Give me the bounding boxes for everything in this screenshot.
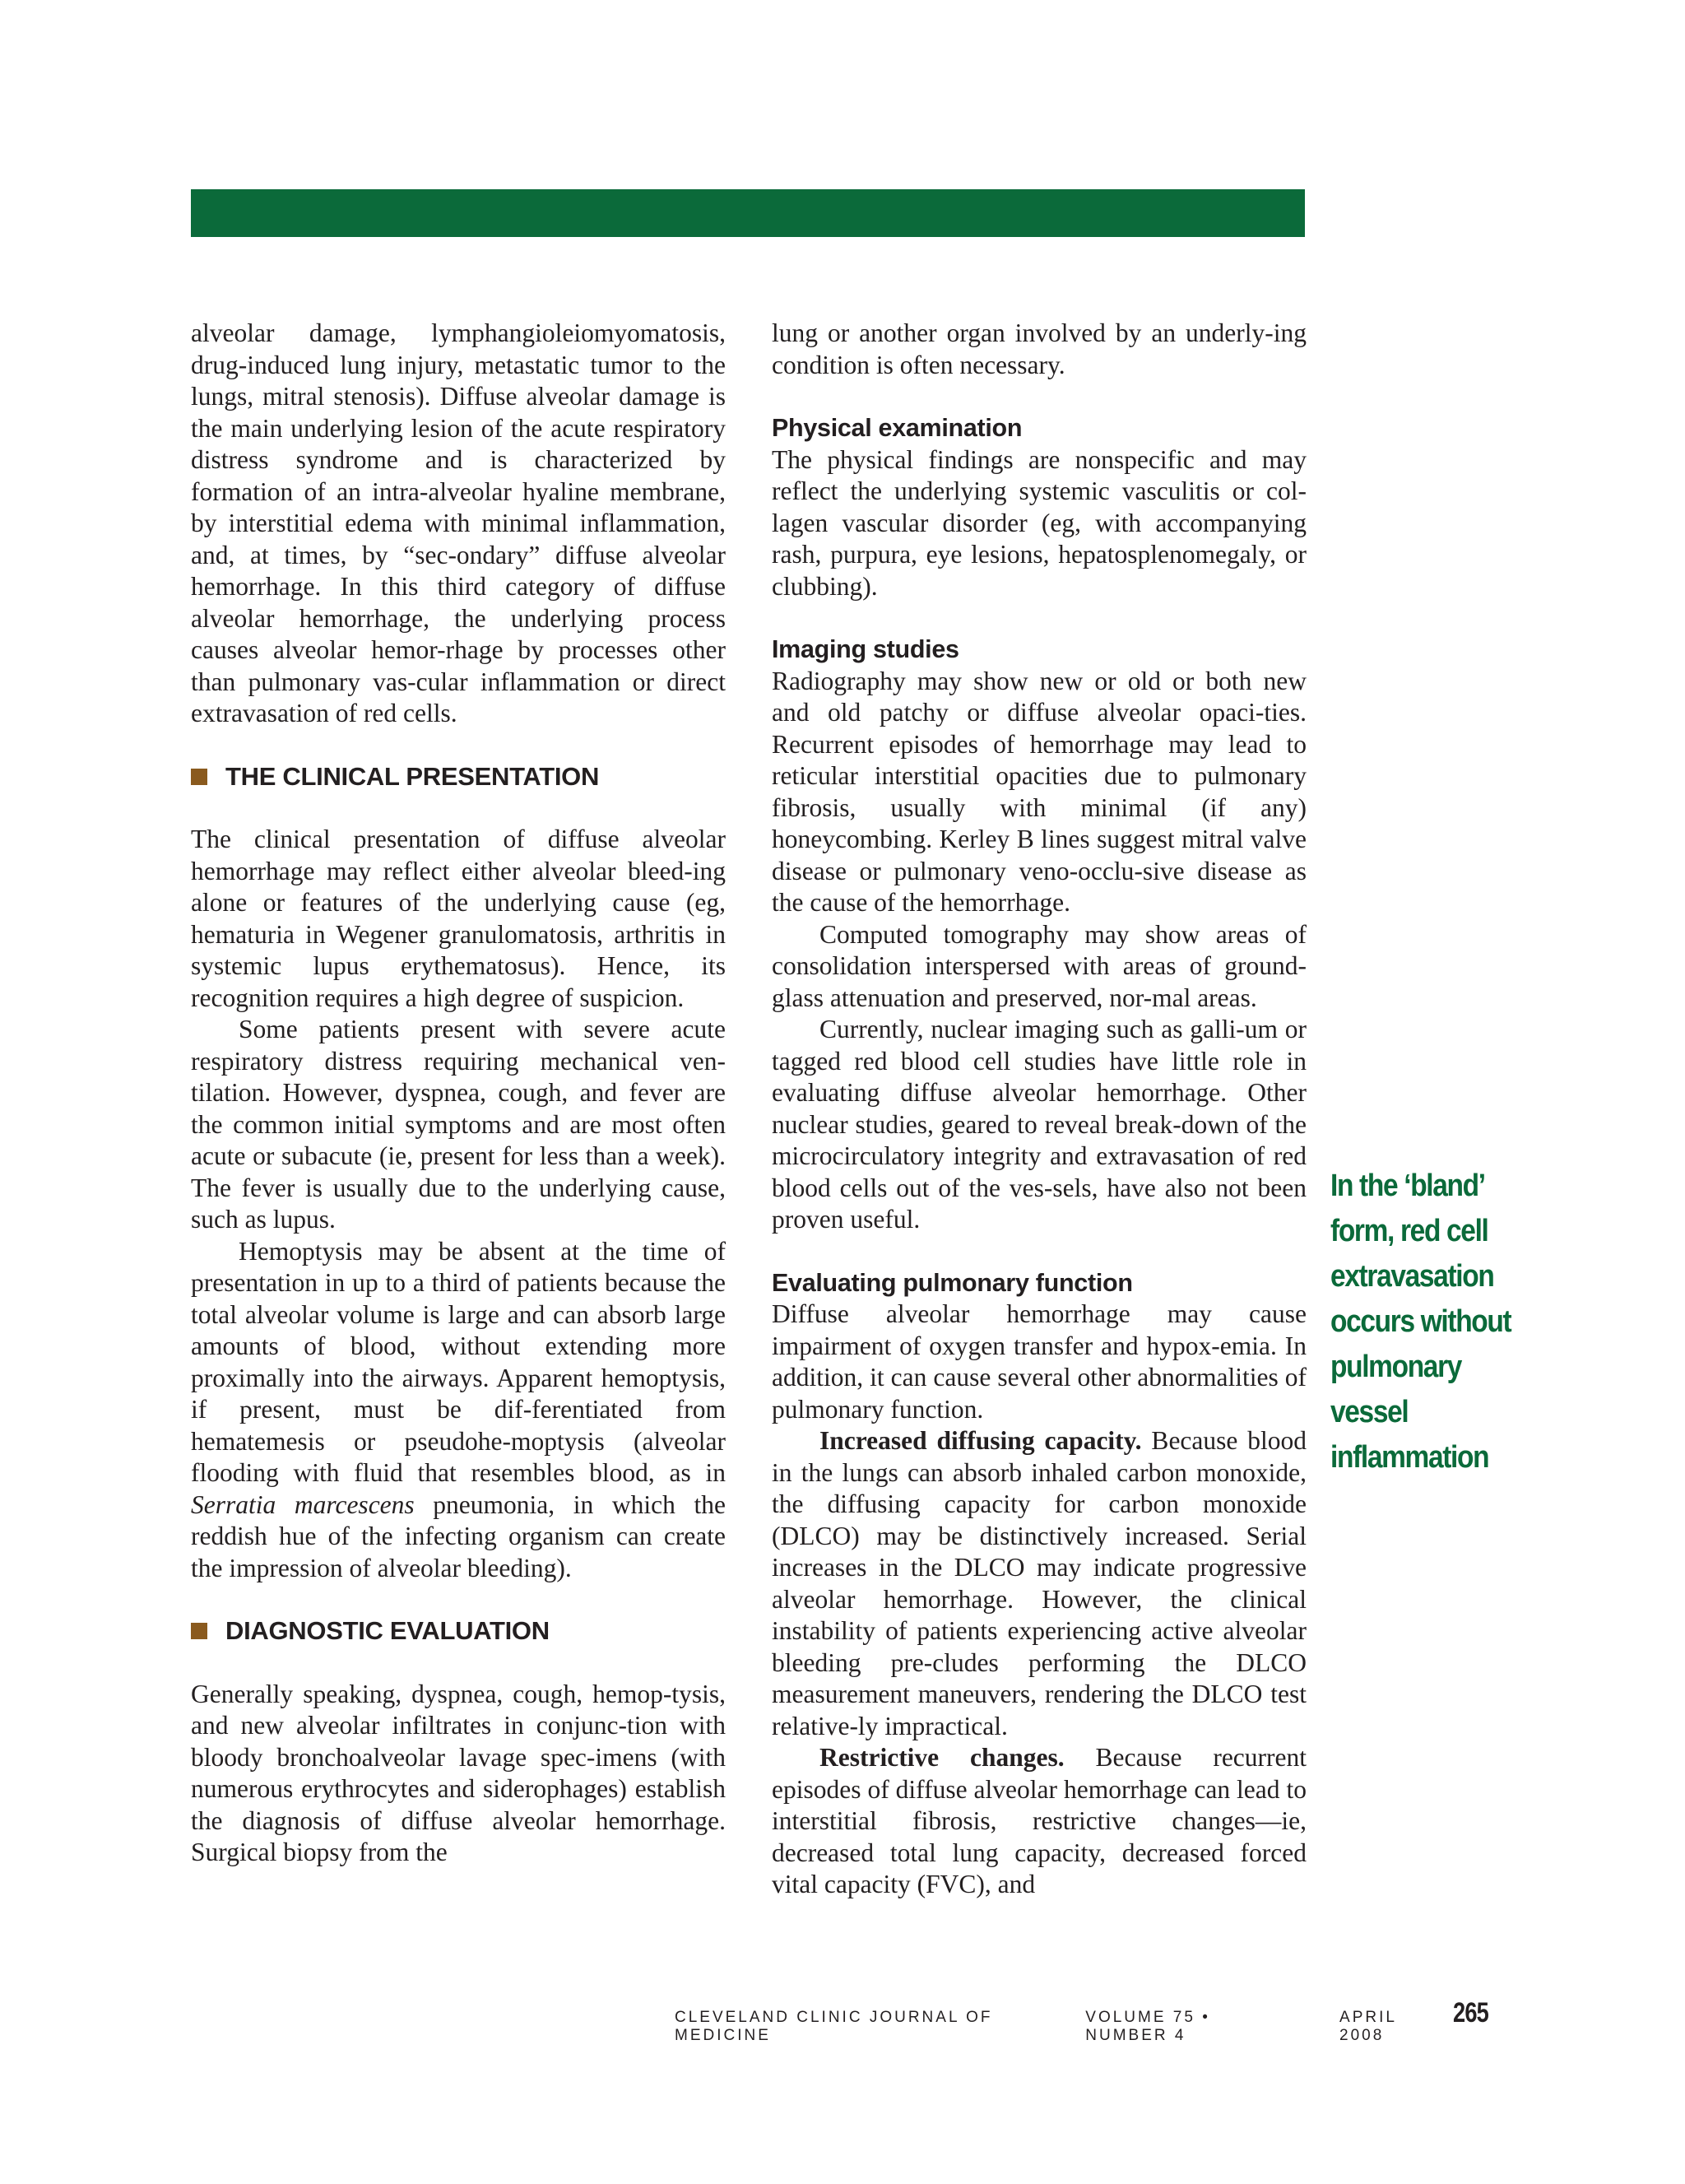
subheading-imaging-studies: Imaging studies: [772, 635, 959, 663]
paragraph-text: pneumonia, in which the reddish hue of the infecting organism can create the impression of alveolar bleeding).: [191, 1489, 726, 1582]
section-heading-text: THE CLINICAL PRESENTATION: [225, 761, 600, 791]
body-paragraph: Computed tomography may show areas of consolidation interspersed with areas of ground-glass attenuation and preserved, nor-mal areas.: [772, 919, 1307, 1012]
body-paragraph: [772, 1742, 1307, 1901]
header-color-bar: [191, 189, 1305, 237]
pull-quote-line: pulmonary: [1330, 1350, 1462, 1384]
paragraph-text: Because recurrent episodes of diffuse alveolar hemorrhage can lead to interstitial fibrosis, restrictive changes—ie, decreased total lung capacity, decreased forced vital capacity (FVC), and: [772, 1743, 1307, 1898]
section-heading-clinical-presentation: [191, 761, 726, 793]
body-paragraph: Radiography may show new or old or both new and old patchy or diffuse alveolar opaci-ties. Recurrent episodes of hemorrhage may lead to reticular interstitial opacities due to pulmonary fibrosis, usually with minimal (if any) honeycombing. Kerley B lines suggest mitral valve disease or pulmonary veno-occlu-sive disease as the cause of the hemorrhage.: [772, 666, 1307, 917]
heading-square-icon: [191, 1623, 207, 1639]
body-paragraph: [191, 1236, 726, 1585]
section-heading-text: DIAGNOSTIC EVALUATION: [225, 1616, 550, 1645]
body-paragraph: [772, 1425, 1307, 1742]
pull-quote-line: form, red cell: [1330, 1214, 1488, 1248]
body-paragraph: Generally speaking, dyspnea, cough, hemop-tysis, and new alveolar infiltrates in conjunc-tion with bloody bronchoalveolar lavage spec-imens (with numerous erythrocytes and siderophages) establish the diagnosis of diffuse alveolar hemorrhage. Surgical biopsy from the: [191, 1679, 726, 1866]
paragraph-text: Because blood in the lungs can absorb inhaled carbon monoxide, the diffusing capacity for carbon monoxide (DLCO) may be distinctively increased. Serial increases in the DLCO may indicate progressive alveolar hemorrhage. However, the clinical instability of patients experiencing active alveolar bleeding pre-cludes performing the DLCO measurement maneuvers, rendering the DLCO test relative-ly impractical.: [772, 1426, 1307, 1740]
footer-page-number: 265: [1453, 1997, 1489, 2028]
pull-quote-line: In the ‘bland’: [1330, 1169, 1485, 1203]
body-paragraph: The physical findings are nonspecific and may reflect the underlying systemic vasculitis or col-lagen vascular disorder (eg, with accompanying rash, purpura, eye lesions, hepatosplenomegaly, or clubbing).: [772, 444, 1307, 601]
footer-issue-date: APRIL 2008: [1339, 2009, 1397, 2044]
heading-square-icon: [191, 769, 207, 785]
body-paragraph: The clinical presentation of diffuse alveolar hemorrhage may reflect either alveolar bleed-ing alone or features of the underlying cause (eg, hematuria in Wegener granulomatosis, arthritis in systemic lupus erythematosus). Hence, its recognition requires a high degree of suspicion.: [191, 825, 726, 1012]
pull-quote-line: vessel: [1330, 1395, 1409, 1429]
left-column: [191, 318, 726, 1869]
paragraph-text: Hemoptysis may be absent at the time of presentation in up to a third of patients because the total alveolar volume is large and can absorb large amounts of blood, without extending more proximally into the airways. Apparent hemoptysis, if present, must be dif-ferentiated from hematemesis or pseudohe-moptysis (alveolar flooding with fluid that resembles blood, as in: [191, 1236, 726, 1487]
body-paragraph: Currently, nuclear imaging such as galli-um or tagged red blood cell studies have little role in evaluating diffuse alveolar hemorrhage. Other nuclear studies, geared to reveal break-down of the microcirculatory integrity and extravasation of red blood cells out of the ves-sels, have also not been proven useful.: [772, 1015, 1307, 1234]
pull-quote: [1330, 1164, 1569, 1480]
body-paragraph: lung or another organ involved by an underly-ing condition is often necessary.: [772, 318, 1307, 379]
subheading-physical-examination: Physical examination: [772, 414, 1023, 442]
body-paragraph: Diffuse alveolar hemorrhage may cause impairment of oxygen transfer and hypox-emia. In addition, it can cause several other abnormalities of pulmonary function.: [772, 1299, 1307, 1424]
pull-quote-line: inflammation: [1330, 1440, 1489, 1475]
runin-heading: Increased diffusing capacity.: [819, 1426, 1142, 1455]
footer-volume-number: VOLUME 75 • NUMBER 4: [1085, 2009, 1210, 2044]
pull-quote-line: extravasation: [1330, 1259, 1494, 1294]
pull-quote-line: occurs without: [1330, 1304, 1511, 1339]
runin-heading: Restrictive changes.: [819, 1743, 1065, 1772]
body-paragraph: alveolar damage, lymphangioleiomyomatosis, drug-induced lung injury, metastatic tumor to the lungs, mitral stenosis). Diffuse alveolar damage is the main underlying lesion of the acute respiratory distress syndrome and is characterized by formation of an intra-alveolar hyaline membrane, by interstitial edema with minimal inflammation, and, at times, by “sec-ondary” diffuse alveolar hemorrhage. In this third category of diffuse alveolar hemorrhage, the underlying process causes alveolar hemor-rhage by processes other than pulmonary vas-cular inflammation or direct extravasation of red cells.: [191, 318, 726, 727]
page-footer: [675, 1997, 1497, 2045]
right-column: [772, 318, 1307, 1901]
body-paragraph: Some patients present with severe acute respiratory distress requiring mechanical ven-tilation. However, dyspnea, cough, and fever are the common initial symptoms and are most often acute or subacute (ie, present for less than a week). The fever is usually due to the underlying cause, such as lupus.: [191, 1015, 726, 1234]
footer-journal-name: CLEVELAND CLINIC JOURNAL OF MEDICINE: [675, 2009, 993, 2044]
subheading-pulmonary-function: Evaluating pulmonary function: [772, 1268, 1133, 1297]
organism-name: Serratia marcescens: [191, 1489, 415, 1519]
section-heading-diagnostic-evaluation: [191, 1615, 726, 1647]
